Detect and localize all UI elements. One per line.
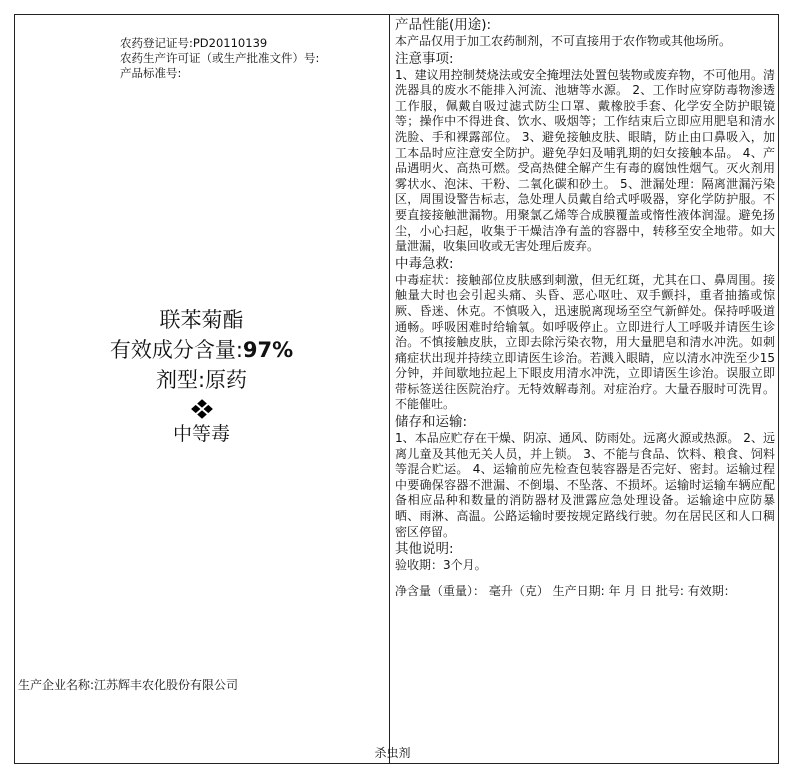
production-license: 农药生产许可证（或生产批准文件）号:	[120, 51, 320, 65]
precautions-title: 注意事项:	[395, 50, 454, 67]
other-title: 其他说明:	[395, 541, 454, 558]
storage-text: 1、本品应贮存在干燥、阴凉、通风、防雨处。远离火源或热源。 2、远离儿童及其他无关人员，并上锁。 3、不能与食品、饮料、粮食、饲料等混合贮运。 4、运输前应先检查包装容器是否完好、密封。运输过程中要确保容器不泄漏、不倒塌、不坠落、不损坏。运输时运输车辆应配备相应品种和数量的消防器材及泄露应急处理设备。运输途中应防暴晒、雨淋、高温。公路运输时要按规定路线行驶。勿在居民区和人口稠密区停留。	[395, 431, 775, 539]
company-name: 生产企业名称:江苏辉丰农化股份有限公司	[18, 678, 239, 692]
performance-title: 产品性能(用途):	[395, 17, 492, 33]
product-name: 联苯菊酯	[159, 308, 244, 332]
column-divider	[389, 14, 390, 764]
product-block	[14, 305, 389, 447]
toxicity-cross-diamond-icon	[191, 399, 213, 419]
validity-text: 验收期：3个月。	[395, 558, 487, 573]
registration-number: 农药登记证号:PD20110139	[120, 36, 268, 50]
active-content-label: 有效成分含量:	[109, 338, 243, 362]
performance-text: 本产品仅用于加工农药制剂，不可直接用于农作物或其他场所。	[395, 34, 732, 48]
poisoning-title: 中毒急救:	[395, 255, 454, 272]
product-standard: 产品标准号:	[120, 66, 182, 80]
net-content-text: 净含量（重量）： 毫升（克） 生产日期: 年 月 日 批号: 有效期：	[395, 583, 736, 598]
instructions-column	[395, 16, 775, 599]
registration-info	[120, 36, 319, 81]
storage-title: 储存和运输:	[395, 414, 468, 431]
pesticide-category: 杀虫剂	[374, 746, 411, 760]
precautions-text: 1、建议用控制焚烧法或安全掩埋法处置包装物或废弃物，不可他用。清洗器具的废水不能排入河流、池塘等水源。 2、工作时应穿防毒物渗透工作服，佩戴自吸过滤式防尘口罩、戴橡胶手套、化学安全防护眼镜等；操作中不得进食、饮水、吸烟等；工作结束后立即应用肥皂和清水洗脸、手和裸露部位。 3、避免接触皮肤、眼睛，防止由口鼻吸入，加工本品时应注意安全防护。避免孕妇及哺乳期的妇女接触本品。 4、产品遇明火、高热可燃。受高热健全解产生有毒的腐蚀性烟气。灭火剂用雾状水、泡沫、干粉、二氧化碳和砂土。 5、泄漏处理：隔离泄漏污染区，周围设警告标志，急处理人员戴自给式呼吸器，穿化学防护服。不要直接接触泄漏物。用聚氯乙烯等合成膜覆盖或惰性液体润湿。避免扬尘，小心扫起，收集于干燥洁净有盖的容器中，转移至安全地带。如大量泄漏，收集回收或无害处理后废弃。	[395, 67, 775, 254]
toxicity-level: 中等毒	[172, 423, 230, 445]
active-content	[14, 335, 389, 365]
poisoning-text: 中毒症状：接触部位皮肤感到刺激，但无红斑，尤其在口、鼻周围。接触量大时也会引起头痛、头昏、恶心呕吐、双手颤抖，重者抽搐或惊厥、昏迷、休克。不慎吸入，迅速脱离现场至空气新鲜处。保持呼吸道通畅。呼吸困难时给输氧。如呼吸停止。立即进行人工呼吸并请医生诊治。不慎接触皮肤，立即去除污染衣物，用大量肥皂和清水冲洗。如刺痛症状出现并持续立即请医生诊治。若溅入眼睛，应以清水冲洗至少15分钟，并间歇地拉起上下眼皮用清水冲洗，立即请医生诊治。误服立即带标签送往医院治疗。无特效解毒剂。对症治疗。大量吞服时可洗胃。不能催吐。	[395, 272, 775, 412]
formulation: 剂型:原药	[155, 368, 248, 392]
active-content-value: 97%	[242, 338, 294, 362]
